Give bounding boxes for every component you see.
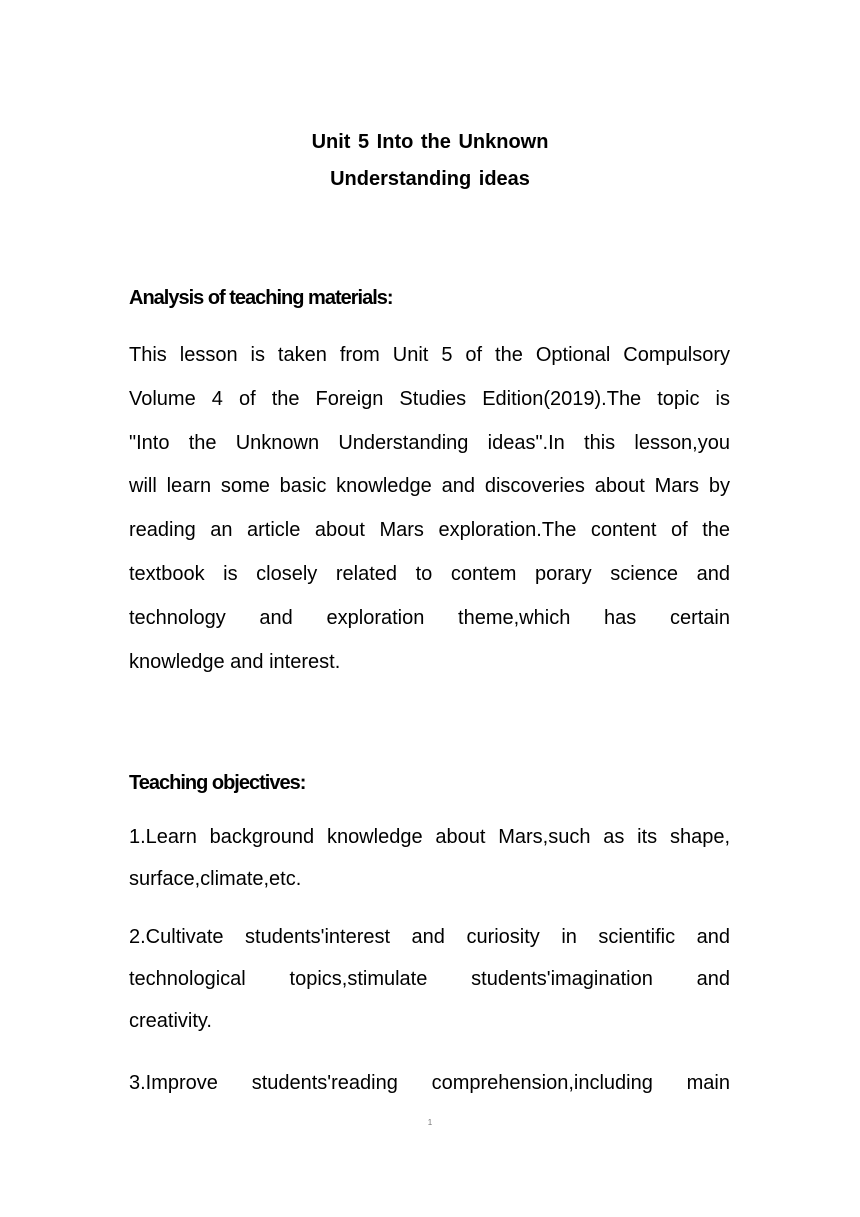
objective-item-3 xyxy=(129,1062,730,1104)
paragraph-line: knowledge and interest. xyxy=(129,650,341,673)
analysis-heading: Analysis of teaching materials: xyxy=(129,287,393,309)
objective-item-1 xyxy=(129,816,730,900)
title-block xyxy=(0,124,860,198)
objective-item-2 xyxy=(129,916,730,1042)
objective-line: 1.Learn background knowledge about Mars,such as its shape, xyxy=(129,826,730,848)
objective-line: creativity. xyxy=(129,1010,212,1032)
document-title: Unit 5 Into the Unknown xyxy=(311,131,549,153)
paragraph-line: reading an article about Mars exploration.The content of the xyxy=(129,519,730,542)
paragraph-line: This lesson is taken from Unit 5 of the Optional Compulsory xyxy=(129,344,730,366)
paragraph-line: "Into the Unknown Understanding ideas".In this lesson,you xyxy=(129,431,730,454)
objective-line: 3.Improve students'reading comprehension,including main xyxy=(129,1072,730,1094)
objective-line: surface,climate,etc. xyxy=(129,868,302,890)
objectives-heading: Teaching objectives: xyxy=(129,772,306,794)
page-number: 1 xyxy=(427,1118,433,1127)
analysis-paragraph xyxy=(129,334,730,684)
objective-line: 2.Cultivate students'interest and curiosity in scientific and xyxy=(129,926,730,948)
document-subtitle: Understanding ideas xyxy=(330,168,530,190)
objective-line: technological topics,stimulate students'imagination and xyxy=(129,968,730,990)
paragraph-line: textbook is closely related to contem porary science and xyxy=(129,562,730,585)
paragraph-line: will learn some basic knowledge and discoveries about Mars by xyxy=(129,475,730,498)
paragraph-line: Volume 4 of the Foreign Studies Edition(2019).The topic is xyxy=(129,387,730,410)
paragraph-line: technology and exploration theme,which has certain xyxy=(129,606,730,629)
